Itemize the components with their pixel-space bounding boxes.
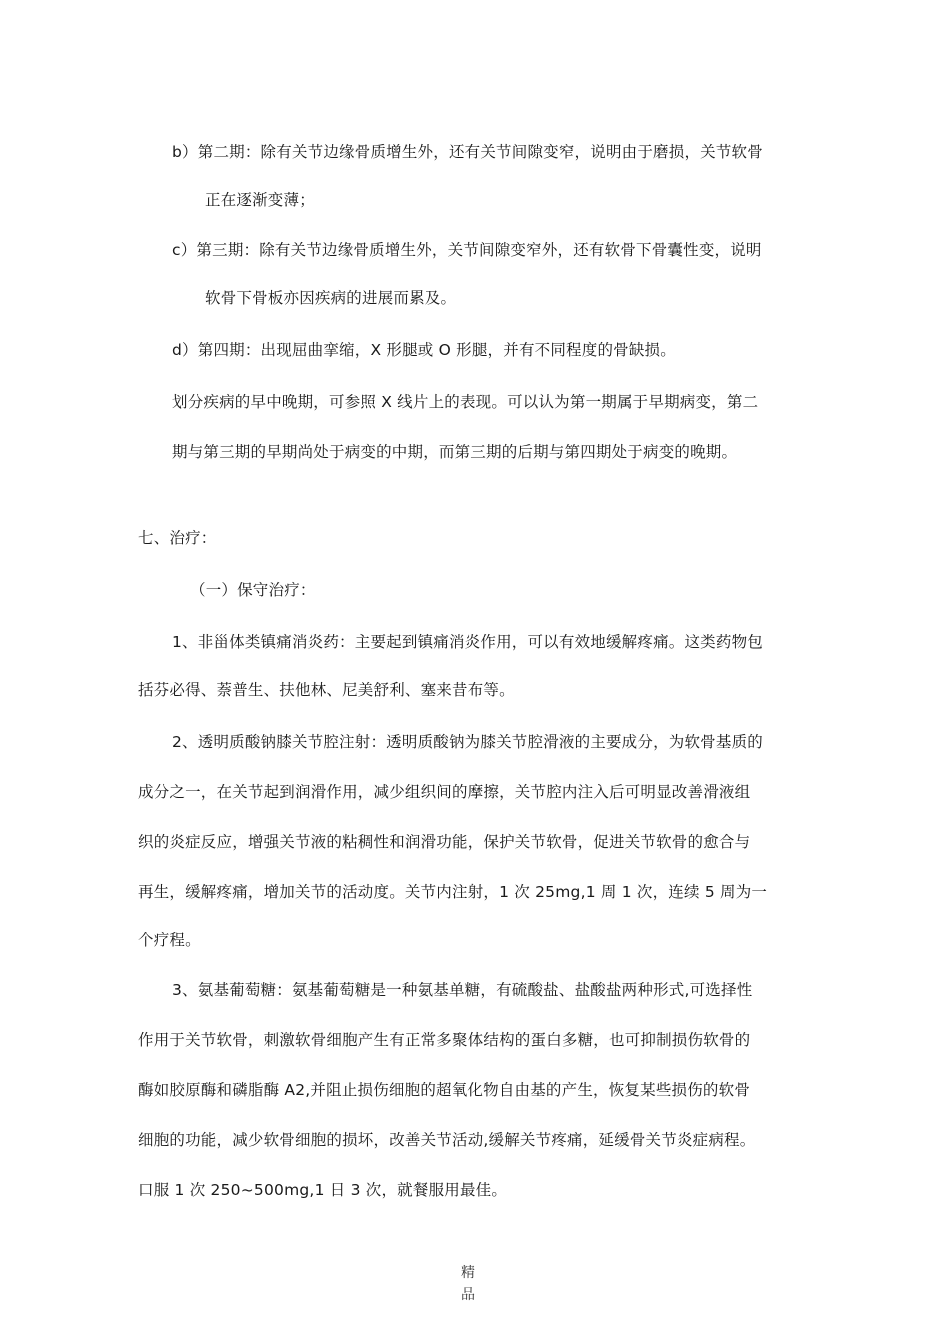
staging-paragraph-line-1: 划分疾病的早中晚期，可参照 X 线片上的表现。可以认为第一期属于早期病变，第二 xyxy=(172,393,759,411)
section-heading-treatment: 七、治疗： xyxy=(138,529,217,547)
footer-char-2: 品 xyxy=(461,1287,475,1303)
stage-3-line-2: 软骨下骨板亦因疾病的进展而累及。 xyxy=(205,289,457,307)
item-1-line-2: 括芬必得、萘普生、扶他林、尼美舒利、塞来昔布等。 xyxy=(138,681,515,699)
item-2-line-1: 2、透明质酸钠膝关节腔注射：透明质酸钠为膝关节腔滑液的主要成分，为软骨基质的 xyxy=(172,733,763,751)
item-3-line-4: 细胞的功能，减少软骨细胞的损坏，改善关节活动,缓解关节疼痛，延缓骨关节炎症病程。 xyxy=(138,1131,756,1149)
staging-paragraph-line-2: 期与第三期的早期尚处于病变的中期，而第三期的后期与第四期处于病变的晚期。 xyxy=(172,443,738,461)
subsection-heading-conservative: （一）保守治疗： xyxy=(190,581,316,599)
item-2-line-2: 成分之一，在关节起到润滑作用，减少组织间的摩擦，关节腔内注入后可明显改善滑液组 xyxy=(138,783,751,801)
item-1-line-1: 1、非甾体类镇痛消炎药：主要起到镇痛消炎作用，可以有效地缓解疼痛。这类药物包 xyxy=(172,633,763,651)
item-2-line-3: 织的炎症反应，增强关节液的粘稠性和润滑功能，保护关节软骨，促进关节软骨的愈合与 xyxy=(138,833,751,851)
page-footer xyxy=(460,1262,476,1306)
stage-2-line-2: 正在逐渐变薄； xyxy=(205,191,315,209)
stage-4-line: d）第四期：出现屈曲挛缩，X 形腿或 O 形腿，并有不同程度的骨缺损。 xyxy=(172,341,676,359)
footer-char-1: 精 xyxy=(461,1265,475,1281)
stage-3-line-1: c）第三期：除有关节边缘骨质增生外，关节间隙变窄外，还有软骨下骨囊性变，说明 xyxy=(172,241,762,259)
item-2-line-4: 再生，缓解疼痛，增加关节的活动度。关节内注射，1 次 25mg,1 周 1 次，连续 5 周为一 xyxy=(138,883,768,901)
item-2-line-5: 个疗程。 xyxy=(138,931,201,949)
item-3-line-5: 口服 1 次 250~500mg,1 日 3 次，就餐服用最佳。 xyxy=(138,1181,508,1199)
item-3-line-3: 酶如胶原酶和磷脂酶 A2,并阻止损伤细胞的超氧化物自由基的产生，恢复某些损伤的软骨 xyxy=(138,1081,751,1099)
stage-2-line-1: b）第二期：除有关节边缘骨质增生外，还有关节间隙变窄，说明由于磨损，关节软骨 xyxy=(172,143,763,161)
item-3-line-1: 3、氨基葡萄糖：氨基葡萄糖是一种氨基单糖，有硫酸盐、盐酸盐两种形式,可选择性 xyxy=(172,981,753,999)
item-3-line-2: 作用于关节软骨，刺激软骨细胞产生有正常多聚体结构的蛋白多糖，也可抑制损伤软骨的 xyxy=(138,1031,751,1049)
